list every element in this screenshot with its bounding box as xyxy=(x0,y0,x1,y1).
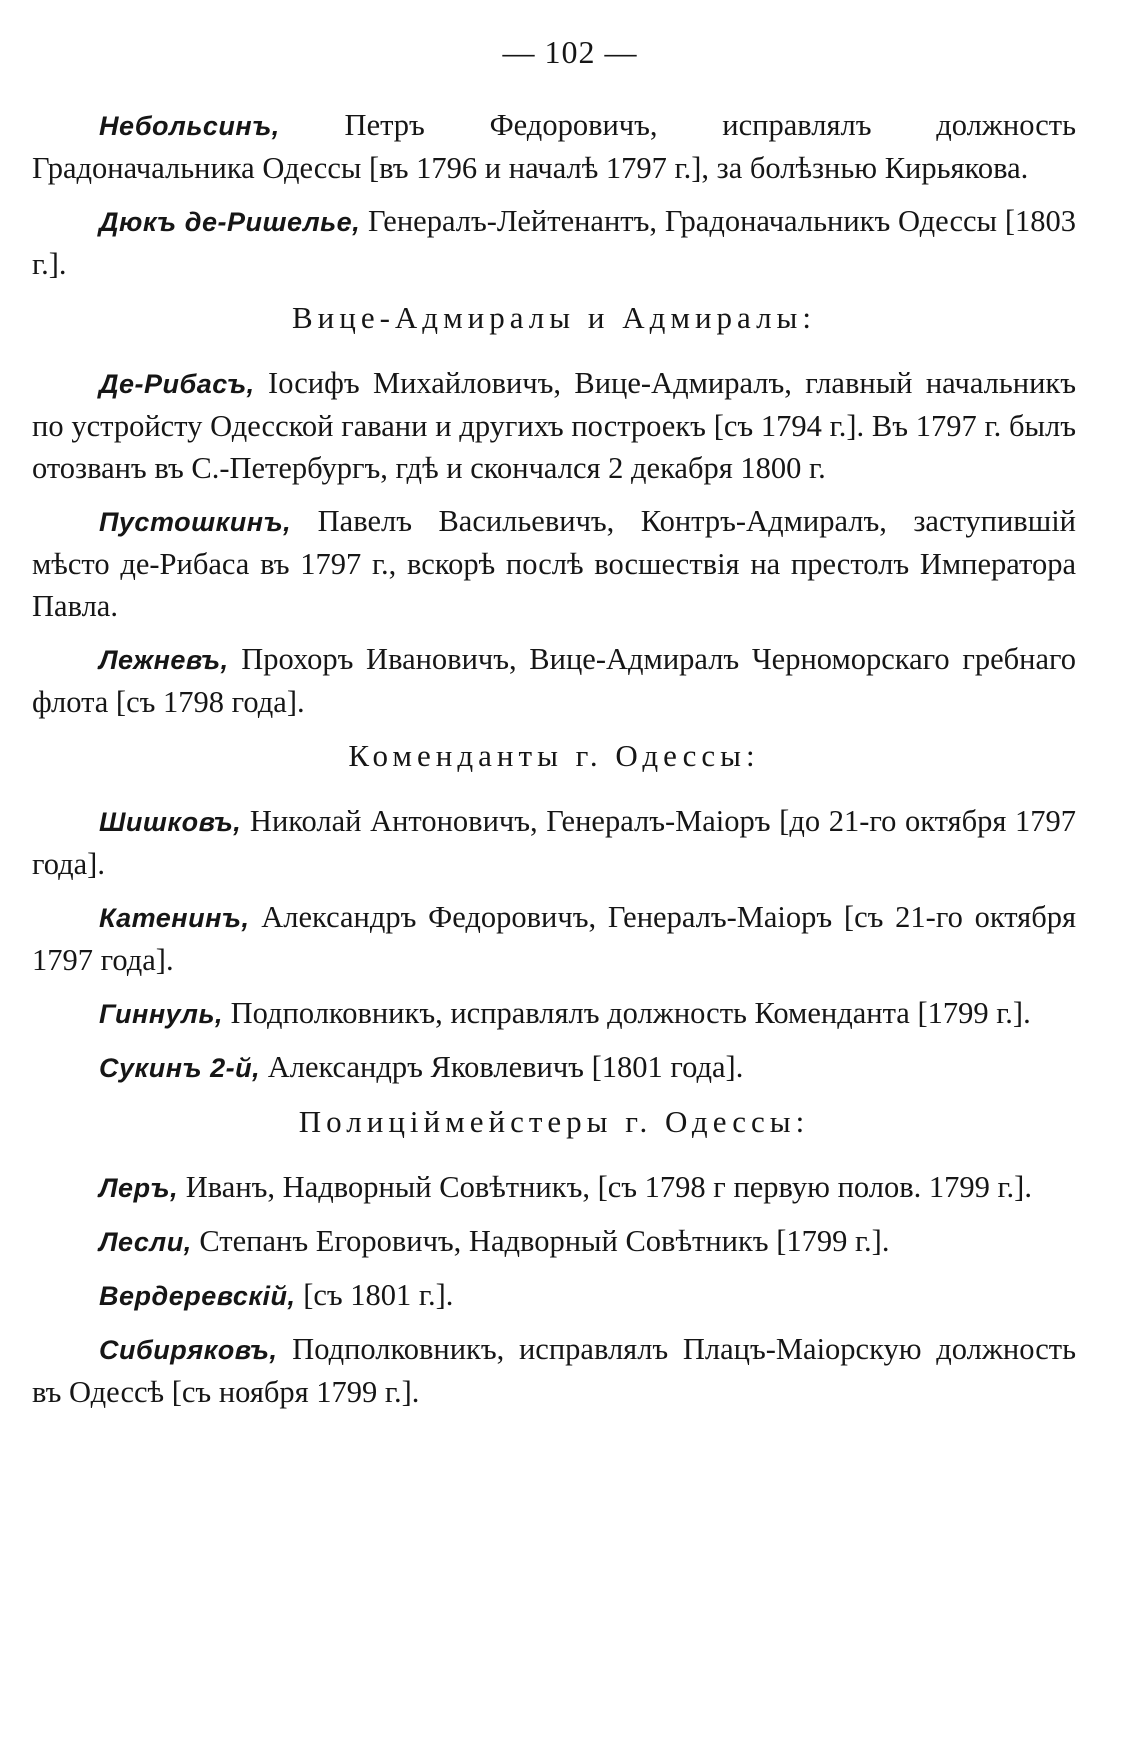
entry-sibiryakov xyxy=(32,1328,1076,1413)
entry-text: Александръ Яковлевичъ [1801 года]. xyxy=(260,1050,744,1084)
section-heading-admirals: Вице-Адмиралы и Адмиралы: xyxy=(291,300,817,335)
entry-name: Дюкъ де-Ришелье, xyxy=(99,207,361,237)
entry-text: Подполковникъ, исправлялъ должность Коменданта [1799 г.]. xyxy=(223,996,1031,1030)
entry-text: Подполковникъ, исправлялъ Плацъ-Маіорскую должность въ Одессѣ [съ ноября 1799 г.]. xyxy=(32,1332,1076,1409)
entry-verderevsky xyxy=(32,1274,1076,1317)
entry-lesli xyxy=(32,1220,1076,1263)
entry-name: Леръ, xyxy=(99,1173,179,1203)
entry-sukin xyxy=(32,1046,1076,1089)
entry-text: Генералъ-Лейтенантъ, Градоначальникъ Одессы [1803 г.]. xyxy=(32,204,1076,281)
entry-pustoshkin xyxy=(32,500,1076,627)
entry-text: Николай Антоновичъ, Генералъ-Маіоръ [до 21-го октября 1797 года]. xyxy=(32,804,1076,881)
page-number: — 102 — xyxy=(502,34,638,70)
entry-lezhnev xyxy=(32,638,1076,723)
entry-name: Лесли, xyxy=(99,1227,192,1257)
entry-name: Катенинъ, xyxy=(99,903,250,933)
entry-text: Іосифъ Михайловичъ, Вице-Адмиралъ, главный начальникъ по устройсту Одесской гавани и другихъ построекъ [съ 1794 г.]. Въ 1797 г. былъ отозванъ въ С.-Петербургъ, гдѣ и скончался 2 декабря 1800 г. xyxy=(32,366,1076,485)
entry-name: Небольсинъ, xyxy=(99,111,280,141)
entry-katenin xyxy=(32,896,1076,981)
entry-nebolsin xyxy=(32,104,1076,189)
entry-name: Шишковъ, xyxy=(99,807,242,837)
entry-text: Прохоръ Ивановичъ, Вице-Адмиралъ Черноморскаго гребнаго флота [съ 1798 года]. xyxy=(32,642,1076,719)
entry-name: Сибиряковъ, xyxy=(99,1335,278,1365)
entry-name: Лежневъ, xyxy=(99,645,229,675)
section-heading-commandants: Коменданты г. Одессы: xyxy=(348,738,760,773)
entry-shishkov xyxy=(32,800,1076,885)
entry-name: Гиннуль, xyxy=(99,999,223,1029)
entry-text: Степанъ Егоровичъ, Надворный Совѣтникъ [1799 г.]. xyxy=(191,1224,890,1258)
entry-de-ribas xyxy=(32,362,1076,489)
entry-name: Пустошкинъ, xyxy=(99,507,292,537)
entry-name: Вердеревскій, xyxy=(99,1281,296,1311)
entry-ler xyxy=(32,1166,1076,1209)
section-heading-police-chiefs: Полиціймейстеры г. Одессы: xyxy=(298,1104,810,1139)
entry-name: Де-Рибасъ, xyxy=(99,369,255,399)
entry-text: [съ 1801 г.]. xyxy=(295,1278,454,1312)
entry-text: Петръ Федоровичъ, исправлялъ должность Градоначальника Одессы [въ 1796 и началѣ 1797 г.], за болѣзнью Кирьякова. xyxy=(32,108,1076,185)
document-body xyxy=(32,104,1076,1424)
entry-text: Александръ Федоровичъ, Генералъ-Маіоръ [съ 21-го октября 1797 года]. xyxy=(32,900,1076,977)
entry-text: Иванъ, Надворный Совѣтникъ, [съ 1798 г первую полов. 1799 г.]. xyxy=(178,1170,1032,1204)
entry-text: Павелъ Васильевичъ, Контръ-Адмиралъ, заступившій мѣсто де-Рибаса въ 1797 г., вскорѣ послѣ восшествія на престолъ Императора Павла. xyxy=(32,504,1076,623)
entry-ginnul xyxy=(32,992,1076,1035)
entry-richelieu xyxy=(32,200,1076,285)
entry-name: Сукинъ 2-й, xyxy=(99,1053,261,1083)
